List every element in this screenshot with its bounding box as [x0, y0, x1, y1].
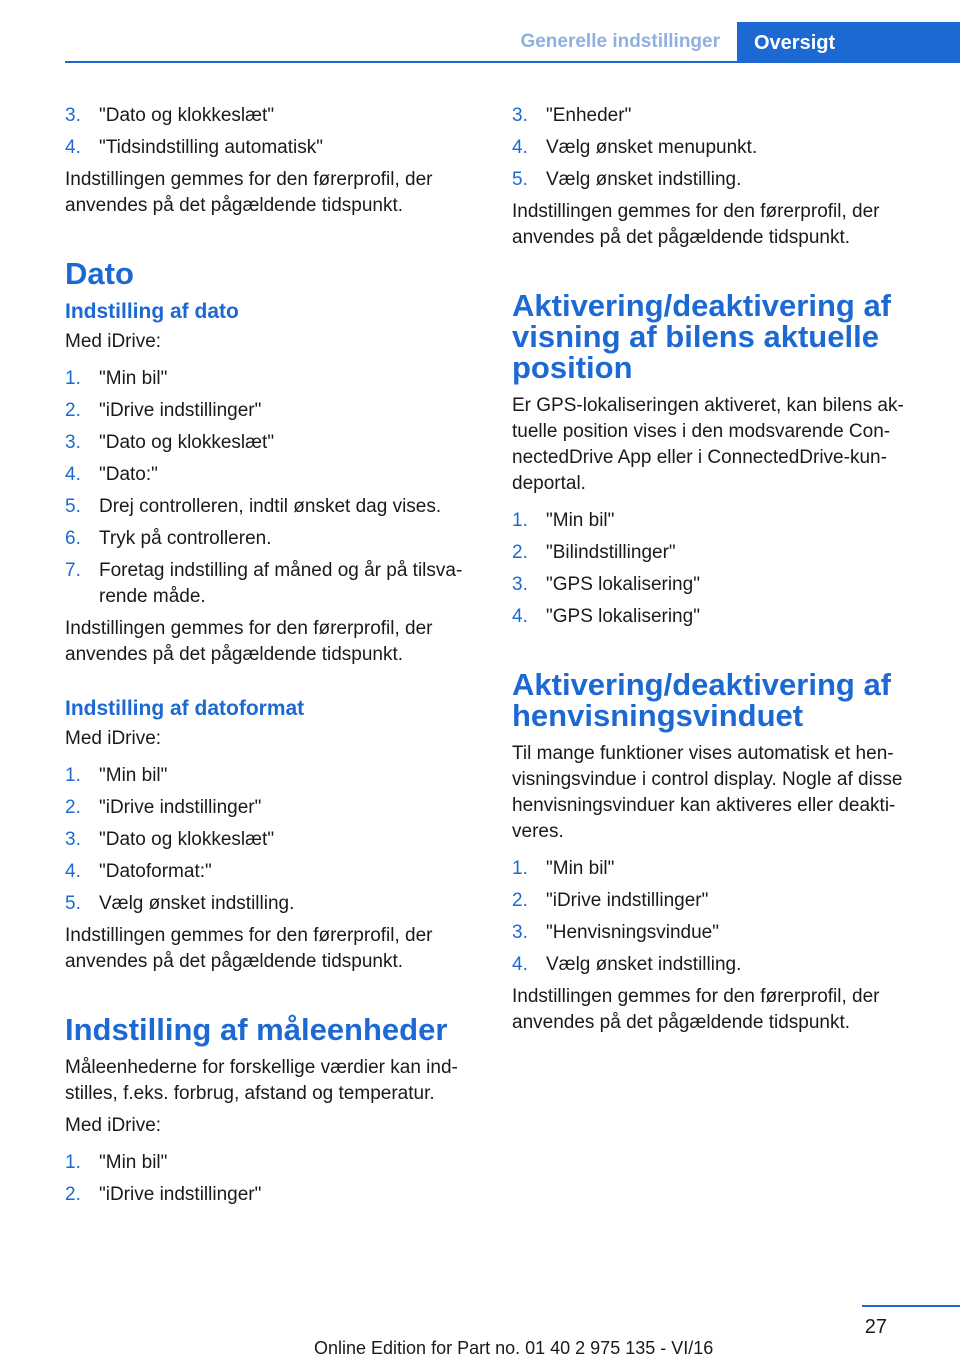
list-item-text: "Bilindstillinger": [546, 542, 676, 563]
right-column: [512, 103, 932, 1042]
footer-rule: [862, 1305, 960, 1307]
list-item: [65, 103, 475, 129]
list-item: [65, 398, 475, 424]
list-item: [512, 103, 932, 129]
paragraph: Indstillingen gemmes for den førerprofil, der anvendes på det pågældende tidspunkt.: [512, 986, 880, 1033]
list-item: [512, 508, 932, 534]
paragraph: Med iDrive:: [65, 728, 162, 749]
list-item-number: 2.: [512, 542, 528, 563]
list-item-text: "Min bil": [546, 510, 615, 531]
list-item: [65, 462, 475, 488]
list: [512, 103, 932, 193]
list-item-text: Vælg ønsket indstilling.: [546, 954, 742, 975]
list-item-text: Drej controlleren, indtil ønsket dag vises.: [99, 496, 442, 517]
list: [65, 366, 475, 610]
list-item-text: "iDrive indstillinger": [99, 1184, 262, 1205]
list-item-text: "Min bil": [546, 858, 615, 879]
paragraph: Indstillingen gemmes for den førerprofil, der anvendes på det pågældende tidspunkt.: [65, 618, 433, 665]
paragraph: Er GPS-lokaliseringen aktiveret, kan bilens ak‐ tuelle position vises i den modsvarende Con‐ nectedDrive App eller i ConnectedDrive-kun‐ deportal.: [512, 395, 904, 494]
paragraph: Til mange funktioner vises automatisk et hen‐ visningsvindue i control display. Nogle af disse henvisningsvinduer kan aktiveres eller deakti‐ veres.: [512, 743, 903, 842]
list-item: [512, 604, 932, 630]
list-item-number: 1.: [65, 1152, 81, 1173]
list-item-text: "iDrive indstillinger": [99, 797, 262, 818]
list-item: [65, 1150, 475, 1176]
list-item: [65, 763, 475, 789]
section-heading: Indstilling af måleenheder: [65, 1012, 448, 1047]
paragraph: Indstillingen gemmes for den førerprofil, der anvendes på det pågældende tidspunkt.: [512, 201, 880, 248]
list-item-number: 2.: [65, 400, 81, 421]
list-item-number: 4.: [512, 954, 528, 975]
list: [65, 763, 475, 917]
paragraph: Med iDrive:: [65, 1115, 162, 1136]
list-item: [65, 859, 475, 885]
list-item-number: 3.: [65, 432, 81, 453]
subsection-heading: Indstilling af dato: [65, 300, 239, 323]
list-item-text: Vælg ønsket indstilling.: [99, 893, 295, 914]
list-item: [65, 1182, 475, 1208]
list-item-number: 3.: [512, 105, 528, 126]
section-heading: Aktivering/deaktivering af henvisningsvinduet: [512, 667, 892, 733]
list-item-text: "Henvisningsvindue": [546, 922, 719, 943]
list-item-number: 4.: [65, 137, 81, 158]
list: [65, 103, 475, 161]
list: [65, 1150, 475, 1208]
list-item: [512, 920, 932, 946]
list-item-number: 2.: [65, 797, 81, 818]
list-item-number: 3.: [512, 922, 528, 943]
list-item-number: 4.: [512, 606, 528, 627]
list-item-number: 1.: [512, 858, 528, 879]
page-number: 27: [864, 1316, 887, 1338]
list-item-number: 3.: [65, 829, 81, 850]
paragraph: Med iDrive:: [65, 331, 162, 352]
list-item-number: 4.: [512, 137, 528, 158]
list-item: [512, 572, 932, 598]
list-item-text: "GPS lokalisering": [546, 574, 700, 595]
list: [512, 856, 932, 978]
list-item-text: "Min bil": [99, 368, 168, 389]
list-item-number: 6.: [65, 528, 81, 549]
list-item-number: 5.: [512, 169, 528, 190]
list-item-number: 5.: [65, 893, 81, 914]
list-item-text: "Dato og klokkeslæt": [99, 432, 275, 453]
paragraph: Indstillingen gemmes for den førerprofil, der anvendes på det pågældende tidspunkt.: [65, 169, 433, 216]
list-item: [512, 540, 932, 566]
list-item-number: 1.: [512, 510, 528, 531]
list-item-text: "Dato:": [99, 464, 158, 485]
list-item-text: "Min bil": [99, 765, 168, 786]
list-item: [512, 135, 932, 161]
list-item-number: 5.: [65, 496, 81, 517]
list-item-number: 3.: [65, 105, 81, 126]
list-item-number: 4.: [65, 861, 81, 882]
list-item-text: "Min bil": [99, 1152, 168, 1173]
list-item: [65, 494, 475, 520]
list-item: [512, 167, 932, 193]
list-item-number: 1.: [65, 765, 81, 786]
list-item-text: "iDrive indstillinger": [546, 890, 709, 911]
list-item: [65, 558, 475, 610]
list-item-text: "Enheder": [546, 105, 632, 126]
list-item: [512, 888, 932, 914]
list-item-number: 4.: [65, 464, 81, 485]
list-item-number: 2.: [512, 890, 528, 911]
list-item-text: "iDrive indstillinger": [99, 400, 262, 421]
list-item-number: 2.: [65, 1184, 81, 1205]
paragraph: Indstillingen gemmes for den førerprofil, der anvendes på det pågældende tidspunkt.: [65, 925, 433, 972]
list-item-number: 7.: [65, 560, 81, 581]
list-item-number: 3.: [512, 574, 528, 595]
list-item-text: Tryk på controlleren.: [99, 528, 272, 549]
list-item-text: Vælg ønsket indstilling.: [546, 169, 742, 190]
list-item: [65, 891, 475, 917]
list-item: [65, 827, 475, 853]
section-heading: Aktivering/deaktivering af visning af bilens aktuelle position: [512, 288, 892, 385]
left-column: [65, 103, 475, 1214]
list-item-text: Foretag indstilling af måned og år på tilsva‐ rende måde.: [99, 560, 463, 607]
list-item-text: "Tidsindstilling automatisk": [99, 137, 323, 158]
list-item: [512, 856, 932, 882]
list: [512, 508, 932, 630]
list-item: [512, 952, 932, 978]
list-item: [65, 430, 475, 456]
list-item-number: 1.: [65, 368, 81, 389]
list-item-text: "Dato og klokkeslæt": [99, 105, 275, 126]
list-item-text: "GPS lokalisering": [546, 606, 700, 627]
header-section-title: Generelle indstillinger: [520, 31, 720, 52]
header-tab: Oversigt: [737, 22, 960, 62]
list-item-text: "Dato og klokkeslæt": [99, 829, 275, 850]
section-heading: Dato: [65, 256, 134, 291]
list-item-text: Vælg ønsket menupunkt.: [546, 137, 758, 158]
list-item: [65, 135, 475, 161]
list-item-text: "Datoformat:": [99, 861, 212, 882]
list-item: [65, 526, 475, 552]
edition-text: Online Edition for Part no. 01 40 2 975 135 - VI/16: [314, 1338, 714, 1358]
paragraph: Måleenhederne for forskellige værdier kan ind‐ stilles, f.eks. forbrug, afstand og temperatur.: [65, 1057, 458, 1104]
list-item: [65, 795, 475, 821]
list-item: [65, 366, 475, 392]
subsection-heading: Indstilling af datoformat: [65, 697, 305, 720]
